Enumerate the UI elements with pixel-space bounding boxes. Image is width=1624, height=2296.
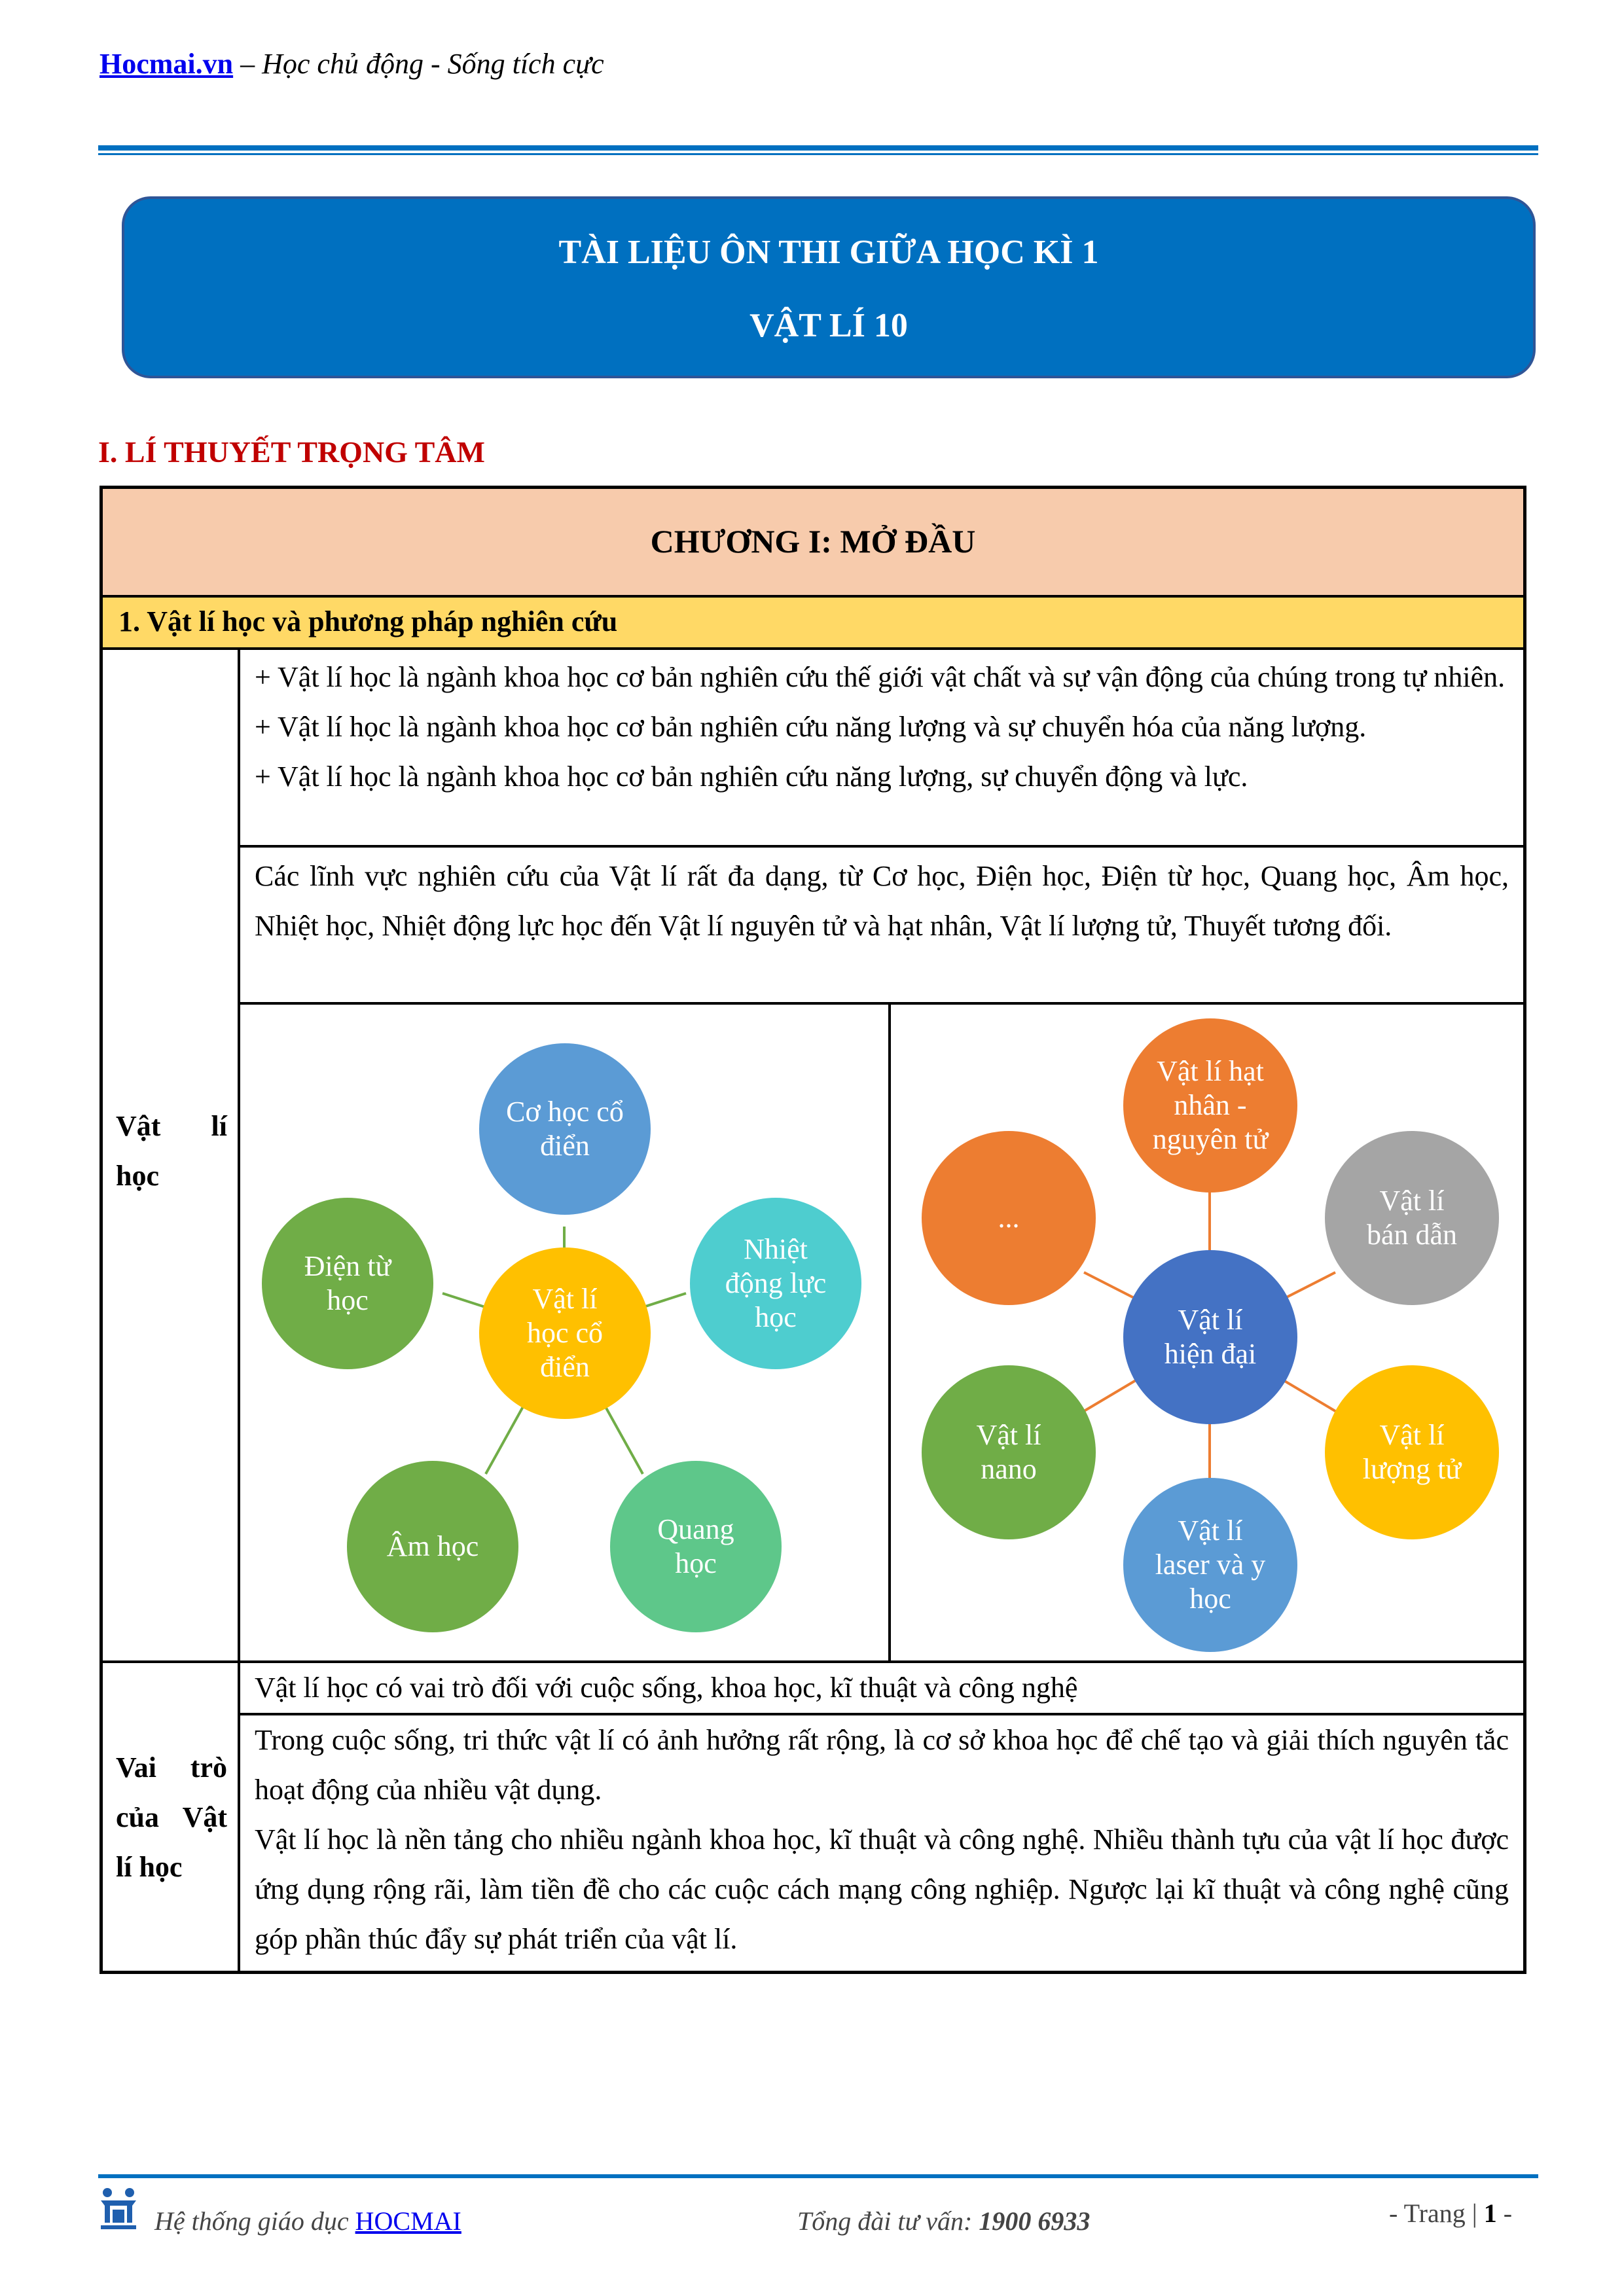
role-science-text: Vật lí học là nền tảng cho nhiều ngành khoa học, kĩ thuật và công nghệ. Nhiều thành tựu của vật lí học được ứng dụng rộng rãi, làm tiền đề cho các cuộc cách mạng công nghiệp. Ngược lại kĩ thuật và công nghệ cũng góp phần thúc đẩy sự phát triển của vật lí. — [255, 1823, 1509, 1955]
page-header — [99, 47, 604, 81]
footer-hocmai-link[interactable]: HOCMAI — [355, 2206, 461, 2236]
node-hat-nhan-label: Vật lí hạt nhân - nguyên tử — [1152, 1055, 1269, 1155]
footer-hotline-number: 1900 6933 — [979, 2206, 1091, 2236]
title-banner — [122, 196, 1536, 378]
footer-hotline-prefix: Tổng đài tư vấn: — [797, 2206, 979, 2236]
definition-line-2: + Vật lí học là ngành khoa học cơ bản nghiên cứu năng lượng và sự chuyển hóa của năng lượng. — [255, 711, 1367, 743]
topic-header: 1. Vật lí học và phương pháp nghiên cứu — [101, 596, 1525, 649]
footer-page — [1389, 2198, 1512, 2229]
node-hat-nhan-nguyen-tu — [1123, 1018, 1297, 1193]
node-luong-tu — [1325, 1365, 1499, 1539]
row-label-vai-tro — [101, 1662, 239, 1972]
node-laser-label: Vật lí laser và y học — [1155, 1515, 1266, 1615]
definition-cell — [239, 649, 1525, 846]
role-intro-cell — [239, 1662, 1525, 1714]
footer-page-prefix: - Trang | — [1389, 2198, 1484, 2228]
center-classical-label: Vật lí học cổ điển — [526, 1283, 604, 1383]
node-nano-label: Vật lí nano — [976, 1419, 1041, 1485]
role-detail-cell — [239, 1714, 1525, 1972]
node-luong-tu-label: Vật lí lượng tử — [1362, 1419, 1462, 1485]
footer-system-prefix: Hệ thống giáo dục — [154, 2206, 355, 2236]
header-dash: – — [233, 48, 262, 80]
node-nhiet-dong-luc-hoc — [690, 1198, 861, 1369]
role-life-text: Trong cuộc sống, tri thức vật lí có ảnh hưởng rất rộng, là cơ sở khoa học để chế tạo và giải thích nguyên tắc hoạt động của nhiều vật dụng. — [255, 1724, 1509, 1806]
node-dien-tu-hoc — [262, 1198, 433, 1369]
footer-rule — [98, 2174, 1538, 2178]
node-am-label: Âm học — [386, 1530, 479, 1562]
node-center-vat-li-co-dien — [479, 1247, 651, 1419]
node-other-label: ... — [998, 1202, 1020, 1234]
header-rule-thin — [98, 153, 1538, 155]
hocmai-logo-icon — [98, 2186, 139, 2232]
node-dien-tu-label: Điện từ học — [304, 1250, 391, 1316]
node-laser-y-hoc — [1123, 1478, 1297, 1652]
node-other — [922, 1131, 1096, 1305]
banner-subject: VẬT LÍ 10 — [749, 307, 908, 344]
node-quang-hoc — [610, 1461, 782, 1632]
definition-line-3: + Vật lí học là ngành khoa học cơ bản nghiên cứu năng lượng, sự chuyển động và lực. — [255, 761, 1248, 793]
chapter-header: CHƯƠNG I: MỞ ĐẦU — [101, 488, 1525, 596]
node-am-hoc — [347, 1461, 518, 1632]
site-link[interactable]: Hocmai.vn — [99, 48, 234, 80]
node-quang-label: Quang học — [657, 1513, 734, 1579]
section-heading: I. LÍ THUYẾT TRỌNG TÂM — [98, 435, 485, 469]
node-ban-dan-label: Vật lí bán dẫn — [1366, 1185, 1458, 1251]
role-intro-text: Vật lí học có vai trò đối với cuộc sống, khoa học, kĩ thuật và công nghệ — [255, 1672, 1078, 1704]
footer-page-number: 1 — [1483, 2198, 1497, 2228]
classical-physics-diagram — [238, 1001, 880, 1656]
header-rule-thick — [98, 145, 1538, 151]
node-center-vat-li-hien-dai — [1123, 1250, 1297, 1424]
node-co-hoc-co-dien — [479, 1043, 651, 1215]
header-tagline: Học chủ động - Sống tích cực — [262, 48, 604, 80]
footer-system — [154, 2206, 461, 2236]
row-label-text: Vật lí học — [116, 1110, 227, 1192]
role-label-text: Vai trò của Vật lí học — [116, 1751, 227, 1883]
fields-cell — [239, 846, 1525, 1003]
footer-page-suffix: - — [1496, 2198, 1513, 2228]
footer-hotline — [797, 2206, 1090, 2236]
definition-line-1: + Vật lí học là ngành khoa học cơ bản nghiên cứu thế giới vật chất và sự vận động của chúng trong tự nhiên. — [255, 661, 1506, 693]
banner-title: TÀI LIỆU ÔN THI GIỮA HỌC KÌ 1 — [558, 234, 1099, 271]
node-nano — [922, 1365, 1096, 1539]
row-label-vat-li-hoc — [101, 649, 239, 1662]
node-nhiet-label: Nhiệt động lực học — [725, 1233, 827, 1333]
fields-text: Các lĩnh vực nghiên cứu của Vật lí rất đa dạng, từ Cơ học, Điện học, Điện từ học, Quang học, Âm học, Nhiệt học, Nhiệt động lực học đến Vật lí nguyên tử và hạt nhân, Vật lí lượng tử, Thuyết tương đối. — [255, 860, 1509, 942]
center-modern-label: Vật lí hiện đại — [1164, 1304, 1257, 1370]
modern-physics-diagram — [907, 1018, 1536, 1647]
node-ban-dan — [1325, 1131, 1499, 1305]
node-co-hoc-label: Cơ học cổ điển — [506, 1096, 624, 1162]
